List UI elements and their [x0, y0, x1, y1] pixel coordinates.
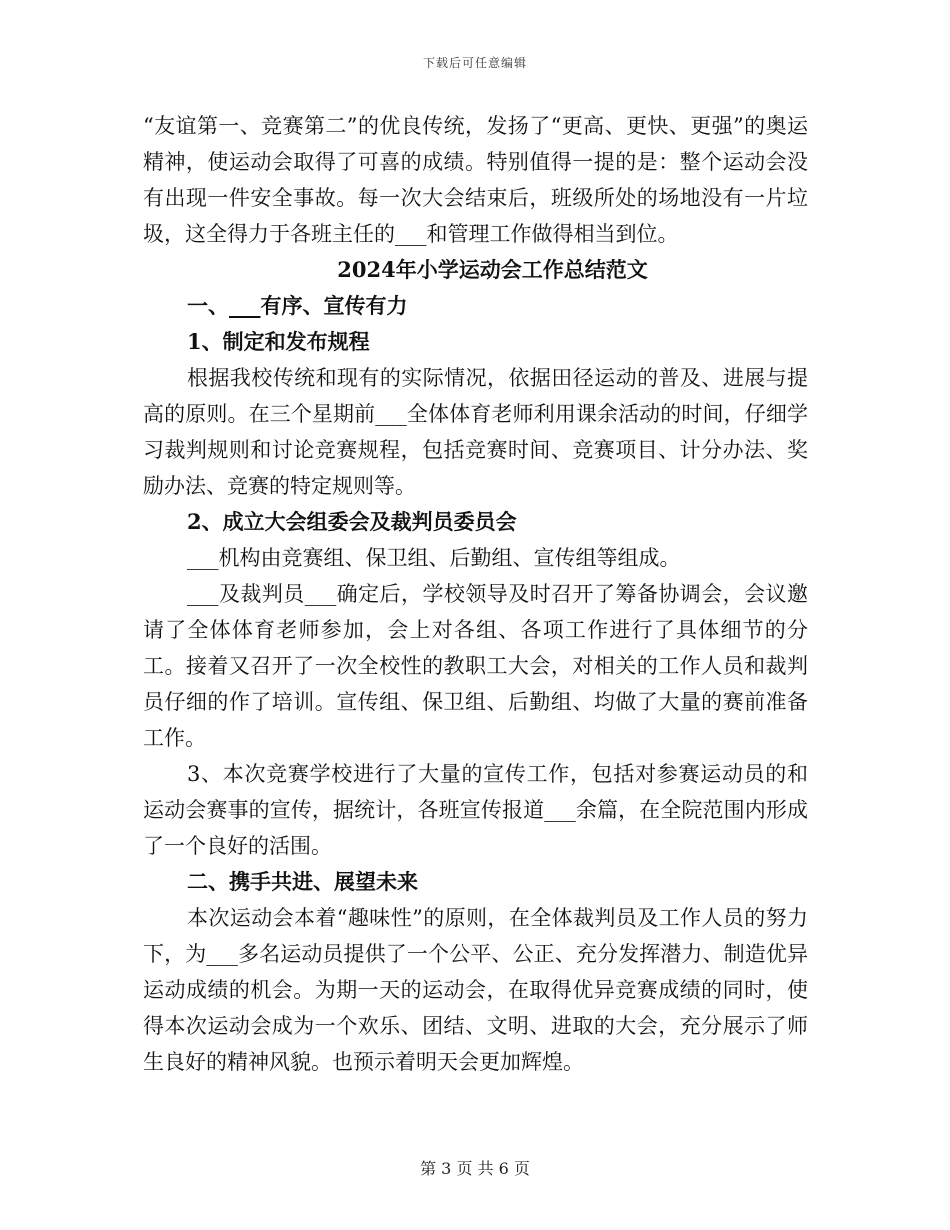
sub2-paragraph-2: ___及裁判员___确定后，学校领导及时召开了筹备协调会，会议邀请了全体体育老师参加，会上对各组、各项工作进行了具体细节的分工。接着又召开了一次全校性的教职工大会，对相关的工作人员和裁判员仔细的作了培训。宣传组、保卫组、后勤组、均做了大量的赛前准备工作。: [143, 582, 808, 750]
document-title: 2024年小学运动会工作总结范文: [337, 257, 648, 282]
header-note: 下载后可任意编辑: [422, 56, 527, 70]
intro-paragraph: “友谊第一、竞赛第二”的优良传统，发扬了“更高、更快、更强”的奥运精神，使运动会取得了可喜的成绩。特别值得一提的是：整个运动会没有出现一件安全事故。每一次大会结束后，班级所处的场地没有一片垃圾，这全得力于各班主任的___和管理工作做得相当到位。: [143, 114, 808, 246]
sub3-paragraph: 3、本次竞赛学校进行了大量的宣传工作，包括对参赛运动员的和运动会赛事的宣传，据统计，各班宣传报道___余篇，在全院范围内形成了一个良好的活围。: [143, 762, 808, 858]
sub2-heading: 2、成立大会组委会及裁判员委员会: [187, 509, 517, 534]
section2-paragraph: 本次运动会本着“趣味性”的原则，在全体裁判员及工作人员的努力下，为___多名运动员提供了一个公平、公正、充分发挥潜力、制造优异运动成绩的机会。为期一天的运动会，在取得优异竞赛成绩的同时，使得本次运动会成为一个欢乐、团结、文明、进取的大会，充分展示了师生良好的精神风貌。也预示着明天会更加辉煌。: [143, 906, 808, 1074]
page-number: 第 3 页 共 6 页: [420, 1159, 530, 1178]
sub1-paragraph: 根据我校传统和现有的实际情况，依据田径运动的普及、进展与提高的原则。在三个星期前___全体体育老师利用课余活动的时间，仔细学习裁判规则和讨论竞赛规程，包括竞赛时间、竞赛项目、计分办法、奖励办法、竞赛的特定规则等。: [143, 366, 808, 498]
section2-heading: 二、携手共进、展望未来: [187, 869, 418, 894]
sub2-paragraph-1: ___机构由竞赛组、保卫组、后勤组、宣传组等组成。: [187, 546, 681, 570]
sub1-heading: 1、制定和发布规程: [187, 329, 370, 354]
section1-heading: 一、___有序、宣传有力: [187, 293, 408, 318]
document-body: [143, 108, 808, 1080]
